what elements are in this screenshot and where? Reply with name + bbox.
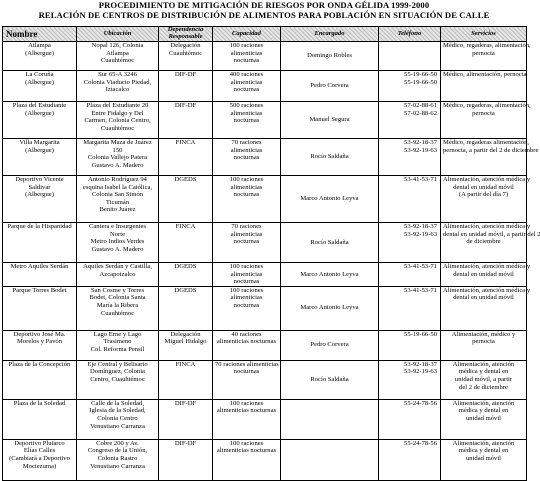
- cell-ubicacion: [77, 176, 159, 223]
- nombre-line: La Coruña: [25, 71, 54, 78]
- capacidad-line: nocturnas: [233, 301, 260, 309]
- capacidad-line: alimenticias: [230, 78, 263, 86]
- capacidad-line: nocturnas: [233, 154, 260, 162]
- encargado-line: Pedro Corvera: [310, 82, 349, 90]
- cell-servicios: [441, 439, 527, 480]
- servicios-line: Alimentación, médico y: [451, 330, 516, 338]
- servicios-line: unidad móvil, a partir: [454, 375, 513, 383]
- nombre-line: Saldivar: [28, 183, 51, 191]
- nombre-line: (Cambiará a Deportivo: [9, 454, 70, 462]
- ubicacion-line: Margarita Maza de Juárez: [83, 139, 152, 146]
- cell-nombre: [3, 223, 77, 263]
- dependencia-line: DGEDS: [174, 176, 197, 183]
- ubicacion-line: Iglesia de la Soledad,: [89, 407, 146, 415]
- nombre-line: Atlampa: [28, 42, 51, 49]
- servicios-line: dental en unidad móvil: [453, 294, 514, 302]
- capacidad-line: 100 raciones: [229, 439, 264, 447]
- dependencia-line: DGEDS: [174, 286, 197, 294]
- servicios-line: Alimentación, atención médica y: [443, 176, 531, 183]
- cell-dependencia: [159, 286, 213, 330]
- cell-ubicacion: [77, 439, 159, 480]
- title-line-1: PROCEDIMIENTO DE MITIGACIÓN DE RIESGOS POR ONDA GÉLIDA 1999-2000: [98, 0, 430, 10]
- servicios-line: Alimentación, atención médica y: [443, 223, 531, 230]
- ubicacion-line: Benito Juárez: [99, 206, 136, 214]
- cell-capacidad: [213, 330, 281, 360]
- cell-dependencia: [159, 42, 213, 71]
- ubicacion-line: Aquiles Serdán y Castilla,: [83, 263, 152, 270]
- cell-ubicacion: [77, 223, 159, 263]
- distribution-centers-table: [2, 26, 540, 481]
- encargado-line: Rocío Saldaña: [310, 153, 349, 161]
- capacidad-line: 100 raciones: [229, 263, 264, 270]
- ubicacion-line: Colonia Rastro: [97, 454, 138, 462]
- cell-ubicacion: [77, 139, 159, 176]
- capacidad-line: alimenticias: [230, 270, 263, 278]
- header-servicios: Servicios: [441, 27, 527, 42]
- cell-telefono: [379, 42, 441, 71]
- cell-encargado: [281, 439, 379, 480]
- cell-ubicacion: [77, 263, 159, 287]
- nombre-line: Elías Calles: [23, 447, 56, 455]
- table-row: [3, 223, 527, 263]
- telefono-line: 57-02-88-61: [404, 102, 437, 109]
- telefono-line: 53-92-18-37: [404, 223, 437, 230]
- ubicacion-line: Gustavo A. Madero: [91, 161, 144, 169]
- telefono-line: 55-24-78-56: [404, 439, 437, 447]
- table-row: [3, 139, 527, 176]
- cell-nombre: [3, 263, 77, 287]
- cell-telefono: [379, 399, 441, 439]
- cell-servicios: [441, 71, 527, 102]
- encargado-line: Marco Antonio Leyva: [300, 270, 359, 278]
- cell-servicios: [441, 330, 527, 360]
- encargado-line: Manuel Segura: [309, 116, 350, 124]
- cell-dependencia: [159, 71, 213, 102]
- dependencia-line: Miguel Hidalgo: [164, 338, 207, 346]
- cell-capacidad: [213, 399, 281, 439]
- servicios-line: Alimentación, atención: [452, 439, 515, 447]
- cell-encargado: [281, 263, 379, 287]
- servicios-line: unidad móvil: [466, 414, 501, 422]
- servicios-line: médica y dental en: [458, 447, 509, 455]
- nombre-line: Metro Aquiles Serdán: [10, 263, 69, 270]
- nombre-line: Villa Margarita: [19, 139, 60, 146]
- servicios-line: pernocta: [472, 338, 495, 346]
- table-row: [3, 263, 527, 287]
- cell-ubicacion: [77, 330, 159, 360]
- capacidad-line: 100 raciones: [229, 42, 264, 49]
- dependencia-line: Cuauhtémoc: [168, 49, 203, 57]
- table-body: [3, 42, 540, 481]
- capacidad-line: alimenticias nocturnas: [216, 407, 277, 415]
- encargado-line: Rocío Saldaña: [310, 238, 349, 246]
- cell-nombre: [3, 399, 77, 439]
- servicios-line: dental en unidad móvil, a partir del 2: [443, 230, 540, 238]
- capacidad-line: 40 raciones: [231, 330, 262, 338]
- cell-ubicacion: [77, 360, 159, 399]
- header-dependencia: Dependencia Responsable: [159, 27, 213, 42]
- capacidad-line: nocturnas: [233, 238, 260, 246]
- telefono-line: 53-92-19-63: [404, 230, 437, 238]
- servicios-line: pernocta: [472, 109, 495, 117]
- ubicacion-line: Cuauhtémoc: [100, 309, 135, 317]
- servicios-line: Médico, alimentación, pernocta: [443, 71, 527, 78]
- dependencia-line: FINCA: [175, 139, 196, 146]
- nombre-line: (Albergue): [25, 191, 54, 199]
- ubicacion-line: Atlampa: [106, 49, 129, 57]
- servicios-line: médica y dental en: [458, 368, 509, 376]
- dependencia-line: FINCA: [175, 360, 196, 368]
- servicios-line: (A partir del día 7): [458, 191, 509, 199]
- telefono-line: 53-92-19-63: [404, 368, 437, 376]
- nombre-line: Deportivo José Ma.: [13, 330, 66, 338]
- header-nombre: Nombre: [3, 27, 77, 42]
- ubicacion-line: Bodet, Colonia Santa: [89, 294, 146, 302]
- capacidad-line: alimenticias: [230, 294, 263, 302]
- ubicacion-line: María la Ribera: [96, 301, 139, 309]
- cell-telefono: [379, 439, 441, 480]
- cell-servicios: [441, 176, 531, 223]
- cell-capacidad: [213, 71, 281, 102]
- dependencia-line: DIF-DF: [174, 439, 197, 447]
- capacidad-line: alimenticias: [230, 49, 263, 57]
- cell-dependencia: [159, 330, 213, 360]
- cell-nombre: [3, 102, 77, 139]
- servicios-line: pernocta, a partir del 2 de diciembre: [443, 146, 539, 154]
- cell-encargado: [281, 330, 379, 360]
- dependencia-line: FINCA: [175, 223, 196, 230]
- table-header-row: [3, 27, 527, 42]
- servicios-line: Médico, regaderas, alimentación,: [443, 102, 531, 109]
- ubicacion-line: Trasimeno: [103, 338, 132, 346]
- servicios-line: médica y dental en: [458, 407, 509, 415]
- table-row: [3, 330, 527, 360]
- dependencia-line: DIF-DF: [174, 399, 197, 407]
- ubicacion-line: Cobre 200 y Av.: [96, 439, 139, 447]
- cell-capacidad: [213, 286, 281, 330]
- cell-dependencia: [159, 176, 213, 223]
- ubicacion-line: Cantera e Insurgentes: [88, 223, 146, 230]
- servicios-line: Alimentación, atención: [452, 360, 515, 368]
- capacidad-line: nocturnas: [233, 368, 260, 376]
- cell-encargado: [281, 360, 379, 399]
- ubicacion-line: Plaza del Estudiante 20: [86, 102, 149, 109]
- nombre-line: Parque Torres Bodet: [12, 286, 67, 294]
- cell-capacidad: [213, 439, 281, 480]
- cell-capacidad: [213, 223, 281, 263]
- capacidad-line: 70 raciones alimenticias: [215, 360, 279, 368]
- cell-telefono: [379, 223, 441, 263]
- nombre-line: Deportivo Plutarco: [14, 439, 65, 447]
- dependencia-line: Delegación: [170, 330, 201, 338]
- cell-servicios: [441, 223, 540, 263]
- cell-telefono: [379, 139, 441, 176]
- cell-nombre: [3, 176, 77, 223]
- cell-capacidad: [213, 263, 281, 287]
- cell-dependencia: [159, 102, 213, 139]
- cell-nombre: [3, 139, 77, 176]
- capacidad-line: nocturnas: [233, 57, 260, 65]
- cell-nombre: [3, 42, 77, 71]
- servicios-line: Alimentación, atención médica y: [443, 263, 531, 270]
- ubicacion-line: esquina Isabel la Católica,: [82, 183, 153, 191]
- dependencia-line: Delegación: [170, 42, 201, 49]
- cell-encargado: [281, 102, 379, 139]
- nombre-line: Morelos y Pavón: [16, 338, 63, 346]
- ubicacion-line: Sur 65-A 3246: [98, 71, 137, 78]
- cell-dependencia: [159, 139, 213, 176]
- cell-nombre: [3, 71, 77, 102]
- ubicacion-line: Venustiano Carranza: [90, 422, 145, 430]
- servicios-line: dental en unidad móvil: [453, 183, 514, 191]
- ubicacion-line: San Cosme y Torres: [90, 286, 145, 294]
- encargado-line: Domingo Robles: [307, 52, 352, 60]
- ubicacion-line: Iztacalco: [105, 86, 130, 94]
- capacidad-line: nocturnas: [233, 117, 260, 125]
- cell-servicios: [441, 102, 531, 139]
- table-row: [3, 102, 527, 139]
- ubicacion-line: Congreso de la Unión,: [87, 447, 148, 455]
- cell-capacidad: [213, 42, 281, 71]
- cell-telefono: [379, 263, 441, 287]
- capacidad-line: nocturnas: [233, 278, 260, 286]
- telefono-line: 53-41-53-71: [404, 176, 437, 183]
- cell-servicios: [441, 360, 527, 399]
- header-telefono: Teléfono: [379, 27, 441, 42]
- ubicacion-line: Metro Indios Verdes: [90, 238, 145, 246]
- dependencia-line: DIF-DF: [174, 102, 197, 109]
- capacidad-line: nocturnas: [233, 191, 260, 199]
- dependencia-line: DIF-DF: [174, 71, 197, 78]
- ubicacion-line: Centro, Cuauhtémoc: [90, 375, 145, 383]
- cell-nombre: [3, 330, 77, 360]
- encargado-line: Marco Antonio Leyva: [300, 304, 359, 312]
- cell-capacidad: [213, 102, 281, 139]
- ubicacion-line: Colonia Centro: [97, 414, 138, 422]
- document-title: [0, 0, 528, 20]
- servicios-line: dental en unidad móvil: [453, 270, 514, 278]
- cell-ubicacion: [77, 102, 159, 139]
- cell-encargado: [281, 139, 379, 176]
- cell-servicios: [441, 42, 531, 71]
- ubicacion-line: Cuauhtémoc: [100, 124, 135, 132]
- ubicacion-line: Cuauhtémoc: [100, 57, 135, 65]
- table-row: [3, 71, 527, 102]
- cell-capacidad: [213, 139, 281, 176]
- cell-telefono: [379, 360, 441, 399]
- ubicacion-line: Norte: [109, 230, 125, 238]
- nombre-line: (Albergue): [25, 78, 54, 86]
- servicios-line: Médico, regaderas alimentación,: [443, 139, 530, 146]
- cell-ubicacion: [77, 71, 159, 102]
- cell-dependencia: [159, 439, 213, 480]
- table-row: [3, 42, 527, 71]
- ubicacion-line: Azcapotzalco: [99, 270, 136, 278]
- cell-dependencia: [159, 399, 213, 439]
- ubicacion-line: Eje Central y Belisario: [87, 360, 148, 368]
- servicios-line: Médico, regaderas, alimentación,: [443, 42, 531, 49]
- cell-telefono: [379, 71, 441, 102]
- table-row: [3, 176, 527, 223]
- telefono-line: 55-19-66-50: [404, 78, 437, 86]
- cell-telefono: [379, 330, 441, 360]
- cell-servicios: [441, 263, 531, 287]
- title-line-2: RELACIÓN DE CENTROS DE DISTRIBUCIÓN DE ALIMENTOS PARA POBLACIÓN EN SITUACIÓN DE CALLE: [38, 9, 490, 20]
- encargado-line: Rocío Saldaña: [310, 375, 349, 383]
- capacidad-line: alimenticias nocturnas: [216, 338, 277, 346]
- nombre-line: Plaza de la Soledad: [13, 399, 66, 407]
- cell-dependencia: [159, 360, 213, 399]
- nombre-line: Plaza de la Concepción: [8, 360, 71, 368]
- ubicacion-line: Venustiano Carranza: [90, 462, 145, 470]
- telefono-line: 57-02-88-62: [404, 109, 437, 117]
- cell-encargado: [281, 42, 379, 71]
- capacidad-line: 70 raciones: [231, 223, 262, 230]
- ubicacion-line: Nopal 126, Colonia: [91, 42, 144, 49]
- ubicacion-line: Calle de la Soledad,: [91, 399, 144, 407]
- nombre-line: Parque de la Hispanidad: [7, 223, 72, 230]
- nombre-line: Plaza del Estudiante: [12, 102, 67, 109]
- table-row: [3, 286, 527, 330]
- capacidad-line: 70 raciones: [231, 139, 262, 146]
- cell-dependencia: [159, 223, 213, 263]
- ubicacion-line: Antonio Rodríguez 94: [88, 176, 147, 183]
- cell-ubicacion: [77, 399, 159, 439]
- telefono-line: 55-24-78-56: [404, 399, 437, 407]
- capacidad-line: 500 raciones: [229, 102, 264, 109]
- cell-encargado: [281, 223, 379, 263]
- cell-capacidad: [213, 360, 281, 399]
- capacidad-line: 100 raciones: [229, 176, 264, 183]
- cell-nombre: [3, 360, 77, 399]
- capacidad-line: nocturnas: [233, 86, 260, 94]
- ubicacion-line: Ticumán: [105, 198, 130, 206]
- header-ubicacion: Ubicación: [77, 27, 159, 42]
- cell-servicios: [441, 399, 527, 439]
- telefono-line: 53-92-19-63: [404, 146, 437, 154]
- ubicacion-line: Colonia Viaducto Piedad,: [83, 78, 152, 86]
- cell-nombre: [3, 439, 77, 480]
- telefono-line: 53-92-18-37: [404, 139, 437, 146]
- cell-capacidad: [213, 176, 281, 223]
- cell-encargado: [281, 176, 379, 223]
- telefono-line: 55-19-66-50: [404, 71, 437, 78]
- cell-telefono: [379, 286, 441, 330]
- table-row: [3, 399, 527, 439]
- ubicacion-line: Domínguez, Colonia: [90, 368, 145, 376]
- telefono-line: 53-41-53-71: [404, 286, 437, 294]
- ubicacion-line: Col. Reforma Pensil: [90, 345, 145, 353]
- cell-servicios: [441, 139, 539, 176]
- nombre-line: (Albergue): [25, 109, 54, 117]
- nombre-line: (Albergue): [25, 49, 54, 57]
- cell-ubicacion: [77, 286, 159, 330]
- ubicacion-line: Lago Erne y Lago: [93, 330, 142, 338]
- ubicacion-line: Carmen, Colonia Centro,: [84, 117, 151, 125]
- capacidad-line: 100 raciones: [229, 399, 264, 407]
- cell-encargado: [281, 399, 379, 439]
- servicios-line: unidad móvil: [466, 454, 501, 462]
- cell-dependencia: [159, 263, 213, 287]
- servicios-line: Alimentación, atención médica y: [443, 286, 531, 294]
- table-row: [3, 439, 527, 480]
- telefono-line: 53-41-53-71: [404, 263, 437, 270]
- nombre-line: Deportivo Vicente: [15, 176, 64, 183]
- encargado-line: Pedro Corvera: [310, 341, 349, 349]
- ubicacion-line: Colonia San Simón: [91, 191, 144, 199]
- cell-telefono: [379, 102, 441, 139]
- telefono-line: 55-19-66-50: [404, 330, 437, 338]
- cell-ubicacion: [77, 42, 159, 71]
- header-capacidad: Capacidad: [213, 27, 281, 42]
- cell-servicios: [441, 286, 531, 330]
- table-row: [3, 360, 527, 399]
- cell-encargado: [281, 71, 379, 102]
- capacidad-line: alimenticias: [230, 230, 263, 238]
- encargado-line: Marco Antonio Leyva: [300, 195, 359, 203]
- nombre-line: Moctezuma): [22, 462, 57, 470]
- capacidad-line: alimenticias: [230, 183, 263, 191]
- capacidad-line: 100 raciones: [229, 286, 264, 294]
- servicios-line: pernocta: [472, 49, 495, 57]
- servicios-line: de diciembre: [466, 238, 501, 246]
- ubicacion-line: Entre Fidalgo y Del: [91, 109, 144, 117]
- ubicacion-line: 150: [112, 146, 123, 154]
- capacidad-line: alimenticias nocturnas: [216, 447, 277, 455]
- cell-telefono: [379, 176, 441, 223]
- header-encargado: Encargado: [281, 27, 379, 42]
- capacidad-line: alimenticias: [230, 109, 263, 117]
- ubicacion-line: Colonia Vallejo Patera: [87, 154, 148, 162]
- capacidad-line: 400 raciones: [229, 71, 264, 78]
- capacidad-line: alimenticias: [230, 146, 263, 154]
- servicios-line: Alimentación, atención: [452, 399, 515, 407]
- dependencia-line: DGEDS: [174, 263, 197, 270]
- servicios-line: del 2 de diciembre: [459, 383, 508, 391]
- ubicacion-line: Gustavo A. Madero: [91, 245, 144, 253]
- cell-encargado: [281, 286, 379, 330]
- nombre-line: (Albergue): [25, 146, 54, 154]
- cell-nombre: [3, 286, 77, 330]
- telefono-line: 53-92-18-37: [404, 360, 437, 368]
